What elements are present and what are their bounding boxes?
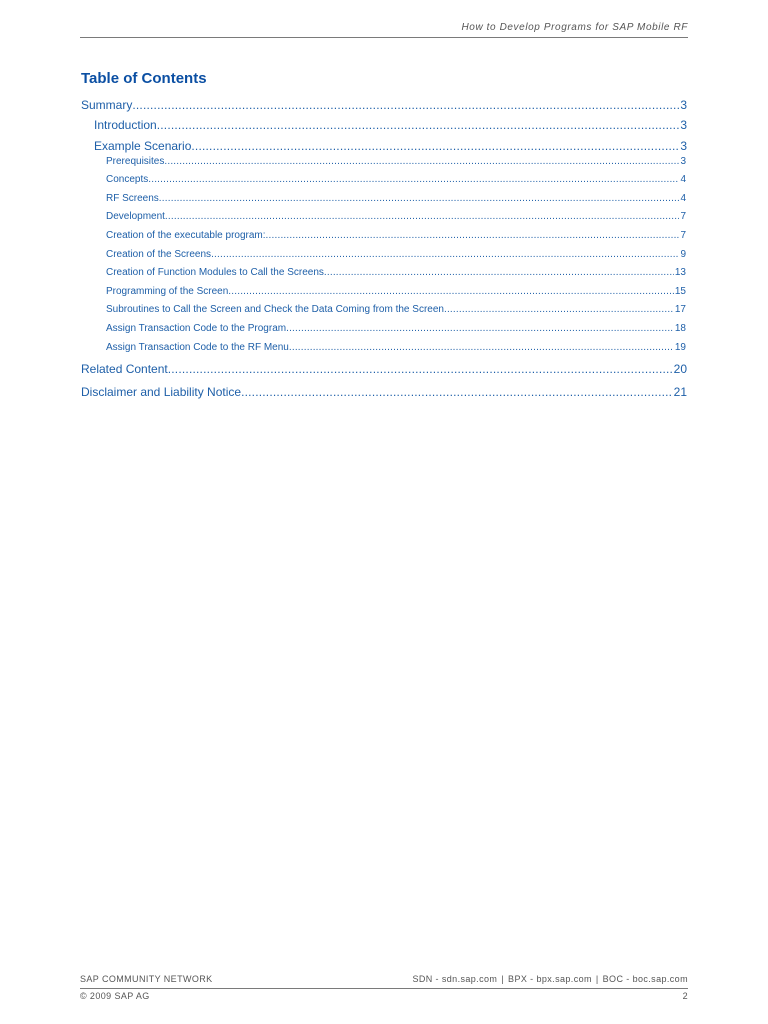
toc-leader-dots (266, 229, 680, 243)
toc-leader-dots (324, 266, 674, 280)
toc-entry-page: 15 (674, 286, 686, 297)
toc-entry-text: Assign Transaction Code to the Program (106, 323, 287, 334)
toc-leader-dots (157, 117, 680, 133)
footer-link-sdn[interactable]: SDN - sdn.sap.com (412, 974, 498, 984)
toc-entry-text: Prerequisites (106, 156, 165, 167)
toc-entry-function-modules[interactable] (106, 266, 686, 280)
toc-leader-dots (228, 285, 674, 299)
toc-entry-page: 7 (680, 230, 686, 241)
footer-link-bpx[interactable]: BPX - bpx.sap.com (508, 974, 592, 984)
toc-entry-page: 7 (680, 211, 686, 222)
toc-entry-example-scenario[interactable] (94, 138, 687, 154)
footer-link-boc[interactable]: BOC - boc.sap.com (602, 974, 688, 984)
toc-leader-dots (164, 155, 679, 169)
toc-entry-concepts[interactable] (106, 173, 686, 187)
toc-entry-text: Concepts (106, 174, 149, 185)
toc-leader-dots (191, 138, 679, 154)
toc-entry-page: 18 (674, 323, 686, 334)
toc-entry-assign-tcode-program[interactable] (106, 322, 686, 336)
toc-leader-dots (159, 192, 680, 206)
toc-entry-text: Related Content (81, 362, 168, 376)
footer-bottom-row (80, 991, 688, 1003)
toc-entry-text: Assign Transaction Code to the RF Menu (106, 342, 289, 353)
toc-entry-text: Creation of the executable program: (106, 230, 266, 241)
toc-entry-related-content[interactable] (81, 361, 687, 377)
toc-leader-dots (211, 248, 679, 262)
toc-entry-page: 3 (680, 98, 687, 112)
footer-separator: | (595, 974, 599, 984)
toc-entry-creation-of-screens[interactable] (106, 248, 686, 262)
toc-entry-page: 3 (680, 139, 687, 153)
toc-entry-prerequisites[interactable] (106, 155, 686, 169)
toc-entry-page: 13 (674, 267, 686, 278)
toc-entry-page: 4 (680, 193, 686, 204)
toc-entry-text: Programming of the Screen (106, 286, 229, 297)
toc-entry-text: Example Scenario (94, 139, 192, 153)
toc-entry-page: 19 (674, 342, 686, 353)
toc-entry-executable-program[interactable] (106, 229, 686, 243)
footer-separator: | (501, 974, 505, 984)
toc-entry-development[interactable] (106, 210, 686, 224)
toc-entry-text: Creation of Function Modules to Call the Screens (106, 267, 324, 278)
footer-network: SAP COMMUNITY NETWORK (80, 974, 213, 984)
toc-entry-text: Summary (81, 98, 133, 112)
toc-entry-assign-tcode-rf-menu[interactable] (106, 341, 686, 355)
toc-entry-text: RF Screens (106, 193, 159, 204)
toc-entry-subroutines[interactable] (106, 303, 686, 317)
toc-entry-text: Introduction (94, 118, 157, 132)
toc-entry-text: Creation of the Screens (106, 249, 212, 260)
toc-entry-page: 17 (674, 304, 686, 315)
page-header (80, 21, 688, 38)
toc-entry-page: 20 (673, 362, 687, 376)
toc-entry-page: 9 (680, 249, 686, 260)
toc-entry-page: 21 (673, 385, 687, 399)
toc-entry-page: 3 (680, 156, 686, 167)
toc-entry-introduction[interactable] (94, 117, 687, 133)
footer-top-row (80, 974, 688, 989)
toc-leader-dots (444, 303, 674, 317)
toc-leader-dots (241, 384, 673, 400)
toc-entry-text: Subroutines to Call the Screen and Check the Data Coming from the Screen (106, 304, 444, 315)
toc-leader-dots (168, 361, 673, 377)
toc-entry-text: Development (106, 211, 165, 222)
toc-leader-dots (289, 341, 674, 355)
footer-links (412, 974, 688, 988)
toc-leader-dots (286, 322, 674, 336)
page-number: 2 (682, 991, 688, 1001)
toc-entry-rf-screens[interactable] (106, 192, 686, 206)
toc-leader-dots (148, 173, 679, 187)
footer-copyright: © 2009 SAP AG (80, 991, 150, 1001)
toc-leader-dots (132, 97, 679, 113)
toc-entry-disclaimer[interactable] (81, 384, 687, 400)
toc-entry-page: 3 (680, 118, 687, 132)
toc-leader-dots (165, 210, 680, 224)
document-title: How to Develop Programs for SAP Mobile RF (461, 22, 688, 33)
toc-heading: Table of Contents (81, 70, 207, 87)
toc-entry-summary[interactable] (81, 97, 687, 113)
toc-entry-text: Disclaimer and Liability Notice (81, 385, 242, 399)
toc-entry-page: 4 (680, 174, 686, 185)
toc-entry-programming-screen[interactable] (106, 285, 686, 299)
